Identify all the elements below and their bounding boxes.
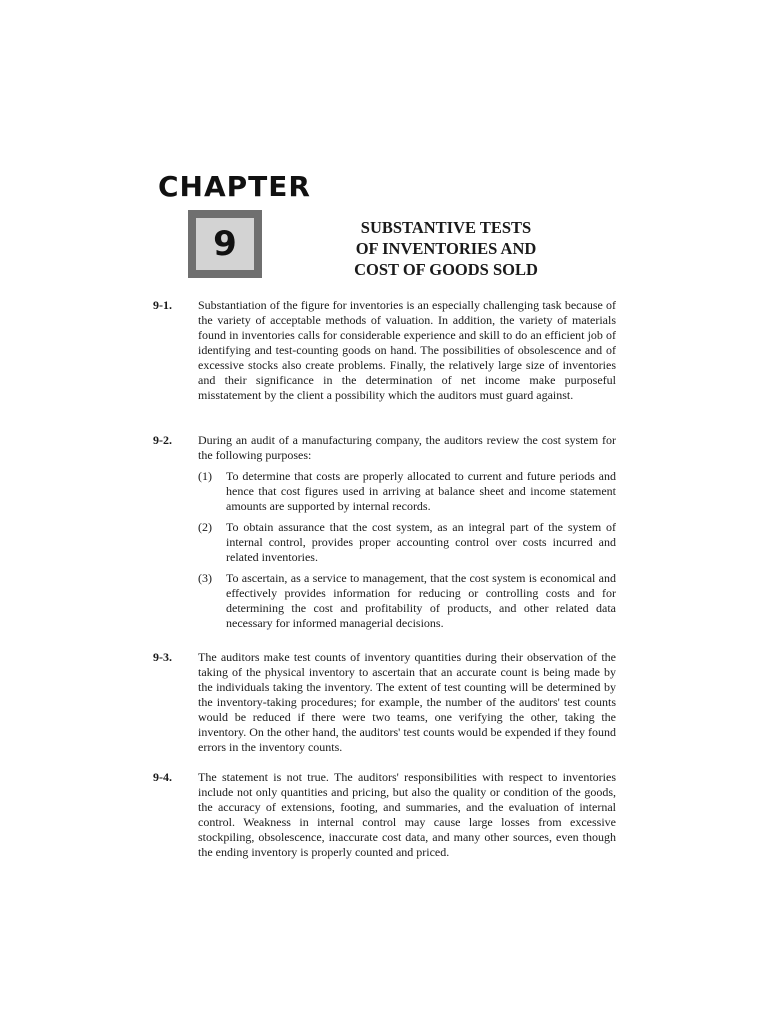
chapter-title-line: SUBSTANTIVE TESTS [360,218,532,237]
section-text: The auditors make test counts of inventory quantities during their observation of the taking of the physical inventory to ascertain that an accurate count is being made by the individuals taking the inventory. The extent of test counting will be determined by the inventory-taking procedures; for example, the number of the auditors' test counts would be reduced if there were two teams, one verifying the other, taking the inventory. On the other hand, the auditors' test counts would be expended if they found errors in the inventory counts. [198,650,616,754]
section-number: 9-4. [153,770,172,784]
section-9-1 [153,298,616,403]
list-item [198,571,616,631]
section-number: 9-1. [153,298,172,312]
section-9-2 [153,433,616,637]
list-item [198,469,616,514]
list-item-text: To determine that costs are properly allocated to current and future periods and hence that cost figures used in arriving at balance sheet and income statement amounts are supported by internal records. [226,469,616,513]
chapter-number-box [188,210,262,278]
chapter-label: CHAPTER [158,170,311,203]
list-item [198,520,616,565]
section-text: During an audit of a manufacturing company, the auditors review the cost system for the following purposes: [198,433,616,462]
chapter-title-line: COST OF GOODS SOLD [354,260,538,279]
list-item-text: To ascertain, as a service to management, that the cost system is economical and effectively provides information for reducing or controlling costs and for determining the cost and profitability of products, and other related data necessary for informed managerial decisions. [226,571,616,630]
list-item-text: To obtain assurance that the cost system, as an integral part of the system of internal control, provides proper accounting control over costs incurred and related inventories. [226,520,616,564]
section-9-4 [153,770,616,860]
section-number: 9-2. [153,433,172,447]
section-text: Substantiation of the figure for inventories is an especially challenging task because of the variety of acceptable methods of valuation. In addition, the variety of materials found in inventories calls for considerable experience and skill to do an efficient job of identifying and test-counting goods on hand. The possibilities of obsolescence and of excessive stocks also create problems. Finally, the relatively large size of inventories and their significance in the determination of net income make purposeful misstatement by the client a possibility which the auditors must guard against. [198,298,616,402]
chapter-number: 9 [196,218,254,270]
chapter-title [330,217,562,280]
sub-list [198,469,616,631]
section-number: 9-3. [153,650,172,664]
list-item-marker: (2) [198,520,212,534]
list-item-marker: (1) [198,469,212,483]
section-9-3 [153,650,616,755]
section-text: The statement is not true. The auditors' responsibilities with respect to inventories include not only quantities and pricing, but also the quality or condition of the goods, the accuracy of extensions, footing, and summaries, and the evaluation of internal control. Weakness in internal control may cause large losses from excessive stockpiling, obsolescence, inaccurate cost data, and many other sources, even though the ending inventory is properly counted and priced. [198,770,616,859]
list-item-marker: (3) [198,571,212,585]
chapter-title-line: OF INVENTORIES AND [355,239,537,258]
